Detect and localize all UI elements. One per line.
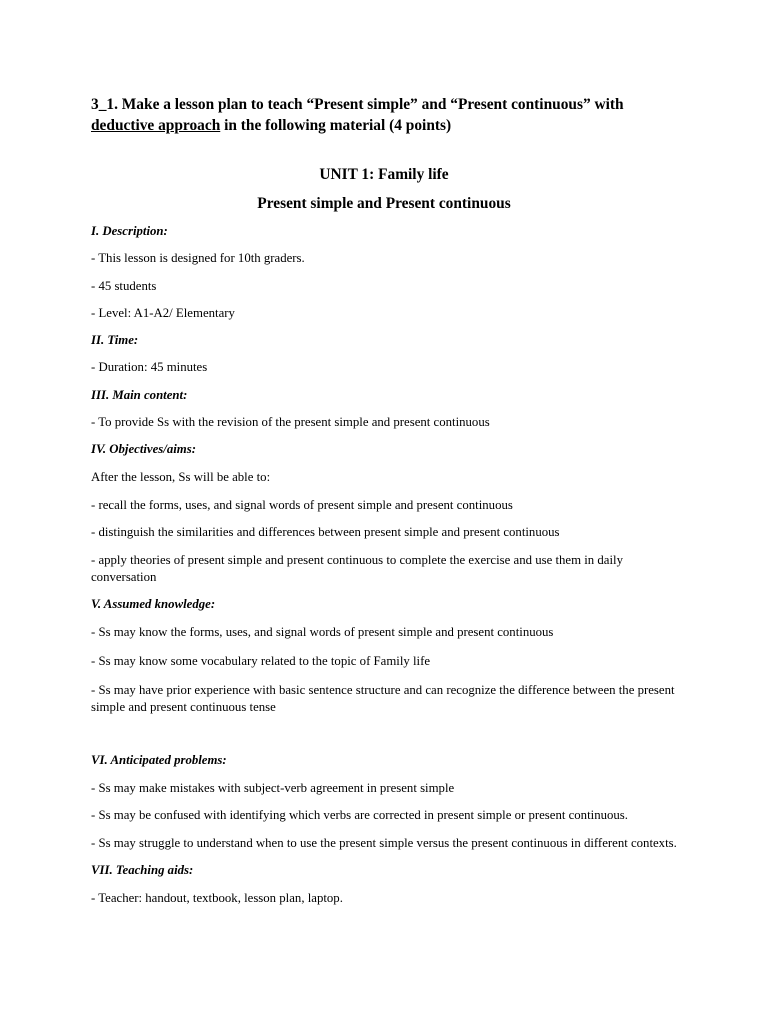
time-item: - Duration: 45 minutes bbox=[91, 360, 208, 374]
deductive-approach-underlined: deductive approach bbox=[91, 117, 221, 134]
anticipated-problems-item: - Ss may make mistakes with subject-verb agreement in present simple bbox=[91, 781, 455, 795]
description-item: - 45 students bbox=[91, 279, 157, 293]
assignment-title-line-2 bbox=[91, 117, 451, 135]
assignment-title-rest: in the following material (4 points) bbox=[220, 117, 452, 134]
description-item: - This lesson is designed for 10th graders. bbox=[91, 251, 305, 265]
assumed-knowledge-item: - Ss may know the forms, uses, and signal words of present simple and present continuous bbox=[91, 625, 554, 639]
anticipated-problems-item: - Ss may struggle to understand when to use the present simple versus the present continuous in different contexts. bbox=[91, 836, 677, 850]
objectives-item: - distinguish the similarities and differences between present simple and present continuous bbox=[91, 525, 560, 539]
teaching-aids-item: - Teacher: handout, textbook, lesson plan, laptop. bbox=[91, 891, 343, 905]
assumed-knowledge-item: - Ss may know some vocabulary related to the topic of Family life bbox=[91, 654, 431, 668]
section-heading-assumed-knowledge: V. Assumed knowledge: bbox=[91, 597, 216, 611]
section-heading-main-content: III. Main content: bbox=[91, 388, 188, 402]
anticipated-problems-item: - Ss may be confused with identifying which verbs are corrected in present simple or present continuous. bbox=[91, 808, 628, 822]
section-heading-anticipated-problems: VI. Anticipated problems: bbox=[91, 753, 227, 767]
section-heading-objectives: IV. Objectives/aims: bbox=[91, 442, 196, 456]
description-item: - Level: A1-A2/ Elementary bbox=[91, 306, 235, 320]
section-heading-description: I. Description: bbox=[91, 224, 168, 238]
objectives-item: - apply theories of present simple and present continuous to complete the exercise and use them in daily conversation bbox=[91, 553, 623, 584]
main-content-item: - To provide Ss with the revision of the present simple and present continuous bbox=[91, 415, 490, 429]
unit-title: UNIT 1: Family life bbox=[319, 166, 449, 183]
section-heading-teaching-aids: VII. Teaching aids: bbox=[91, 863, 194, 877]
objectives-item: - recall the forms, uses, and signal words of present simple and present continuous bbox=[91, 498, 513, 512]
unit-subtitle: Present simple and Present continuous bbox=[257, 195, 511, 212]
objectives-intro: After the lesson, Ss will be able to: bbox=[91, 470, 271, 484]
section-heading-time: II. Time: bbox=[91, 333, 139, 347]
assignment-title-line-1: 3_1. Make a lesson plan to teach “Present simple” and “Present continuous” with bbox=[91, 96, 624, 113]
assumed-knowledge-item: - Ss may have prior experience with basic sentence structure and can recognize the difference between the present simple and present continuous tense bbox=[91, 683, 675, 714]
